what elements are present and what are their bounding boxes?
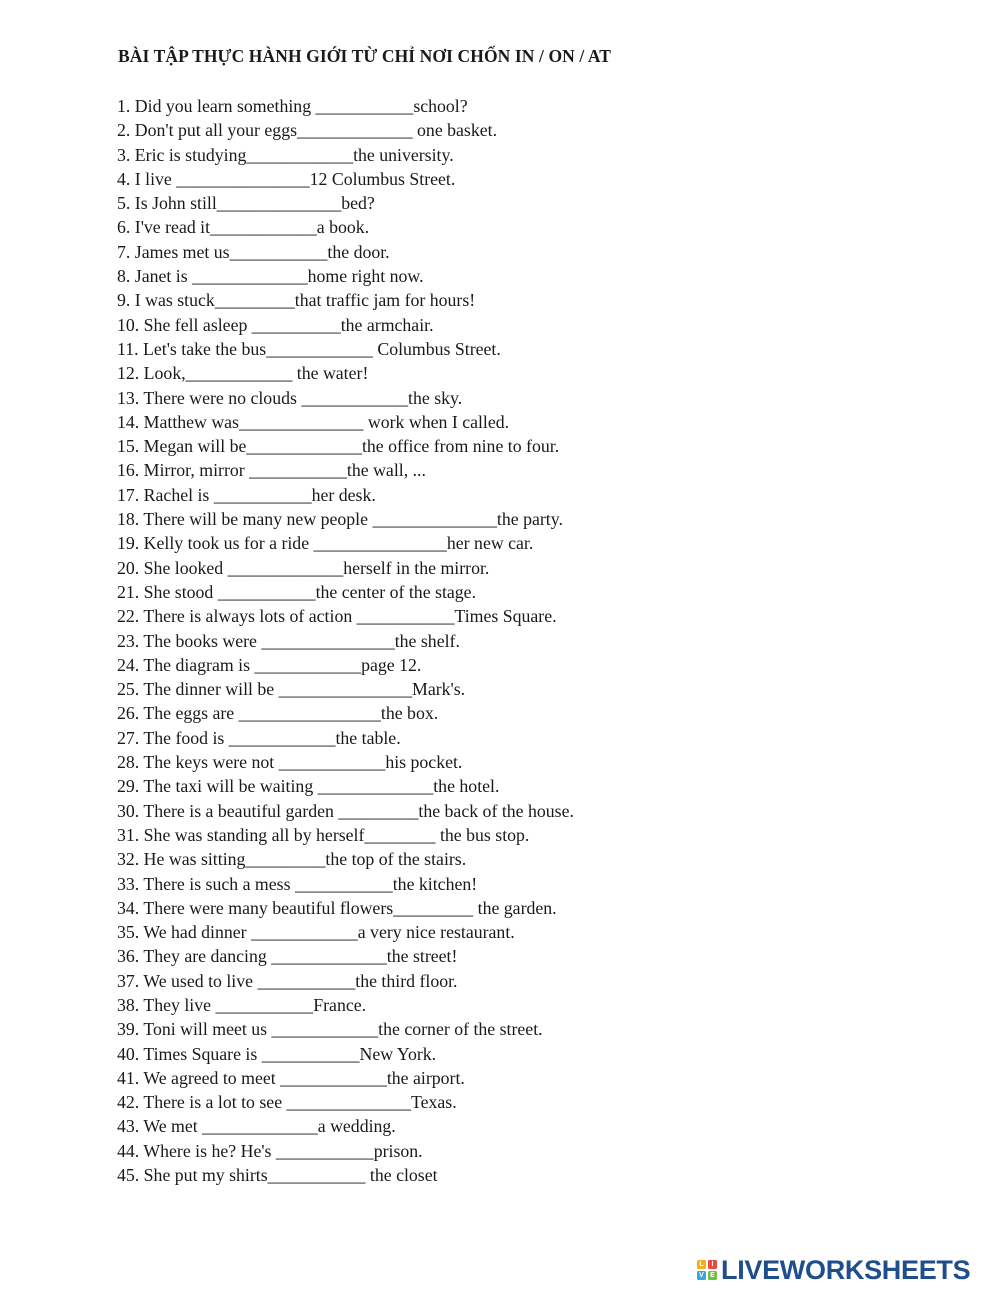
question-item: 32. He was sitting_________the top of the stairs.: [117, 849, 467, 870]
question-item: 23. The books were _______________the shelf.: [117, 630, 460, 651]
logo-block: I: [708, 1260, 717, 1269]
question-item: 17. Rachel is ___________her desk.: [117, 484, 376, 505]
question-item: 22. There is always lots of action ___________Times Square.: [117, 606, 557, 627]
question-item: 30. There is a beautiful garden _________the back of the house.: [117, 800, 574, 821]
question-item: 11. Let's take the bus____________ Columbus Street.: [117, 338, 501, 359]
question-item: 33. There is such a mess ___________the kitchen!: [117, 873, 478, 894]
question-item: 42. There is a lot to see ______________Texas.: [117, 1092, 457, 1113]
question-item: 41. We agreed to meet ____________the airport.: [117, 1067, 465, 1088]
question-item: 28. The keys were not ____________his pocket.: [117, 752, 463, 773]
question-item: 26. The eggs are ________________the box.: [117, 703, 439, 724]
question-item: 19. Kelly took us for a ride _______________her new car.: [117, 533, 534, 554]
question-item: 25. The dinner will be _______________Mark's.: [117, 679, 466, 700]
question-item: 8. Janet is _____________home right now.: [117, 266, 424, 287]
logo-block: E: [708, 1271, 717, 1280]
question-item: 3. Eric is studying____________the university.: [117, 144, 454, 165]
logo-block: L: [697, 1260, 706, 1269]
question-item: 13. There were no clouds ____________the sky.: [117, 387, 463, 408]
question-list: [117, 94, 574, 1187]
question-item: 24. The diagram is ____________page 12.: [117, 654, 422, 675]
question-item: 15. Megan will be_____________the office from nine to four.: [117, 436, 560, 457]
brand-name: LIVEWORKSHEETS: [721, 1254, 971, 1285]
question-item: 1. Did you learn something ___________school?: [117, 96, 468, 116]
liveworksheets-logo[interactable]: [697, 1254, 970, 1286]
logo-block: V: [697, 1271, 706, 1280]
question-item: 39. Toni will meet us ____________the corner of the street.: [117, 1019, 543, 1040]
question-item: 5. Is John still______________bed?: [117, 193, 375, 214]
question-item: 9. I was stuck_________that traffic jam for hours!: [117, 290, 476, 311]
question-item: 14. Matthew was______________ work when I called.: [117, 411, 510, 432]
question-item: 7. James met us___________the door.: [117, 241, 390, 262]
logo-blocks-icon: [697, 1260, 717, 1280]
question-item: 18. There will be many new people ______________the party.: [117, 509, 563, 530]
question-item: 36. They are dancing _____________the street!: [117, 946, 458, 967]
question-item: 2. Don't put all your eggs_____________ one basket.: [117, 120, 498, 141]
page-title: BÀI TẬP THỰC HÀNH GIỚI TỪ CHỈ NƠI CHỐN IN / ON / AT: [118, 46, 612, 66]
question-item: 31. She was standing all by herself________ the bus stop.: [117, 824, 530, 845]
question-item: 35. We had dinner ____________a very nice restaurant.: [117, 922, 515, 943]
question-item: 34. There were many beautiful flowers_________ the garden.: [117, 897, 557, 918]
question-item: 20. She looked _____________herself in the mirror.: [117, 557, 490, 578]
question-item: 43. We met _____________a wedding.: [117, 1116, 396, 1137]
question-item: 45. She put my shirts___________ the closet: [117, 1165, 438, 1186]
question-item: 29. The taxi will be waiting _____________the hotel.: [117, 776, 500, 797]
question-item: 44. Where is he? He's ___________prison.: [117, 1140, 423, 1161]
question-item: 38. They live ___________France.: [117, 994, 367, 1015]
question-item: 6. I've read it____________a book.: [117, 217, 370, 238]
question-item: 40. Times Square is ___________New York.: [117, 1043, 437, 1064]
question-item: 10. She fell asleep __________the armchair.: [117, 314, 434, 335]
question-item: 27. The food is ____________the table.: [117, 727, 401, 748]
question-item: 21. She stood ___________the center of the stage.: [117, 581, 477, 602]
question-item: 37. We used to live ___________the third floor.: [117, 970, 458, 991]
question-item: 16. Mirror, mirror ___________the wall, ...: [117, 460, 426, 481]
question-item: 12. Look,____________ the water!: [117, 363, 369, 384]
question-item: 4. I live _______________12 Columbus Street.: [117, 168, 456, 189]
